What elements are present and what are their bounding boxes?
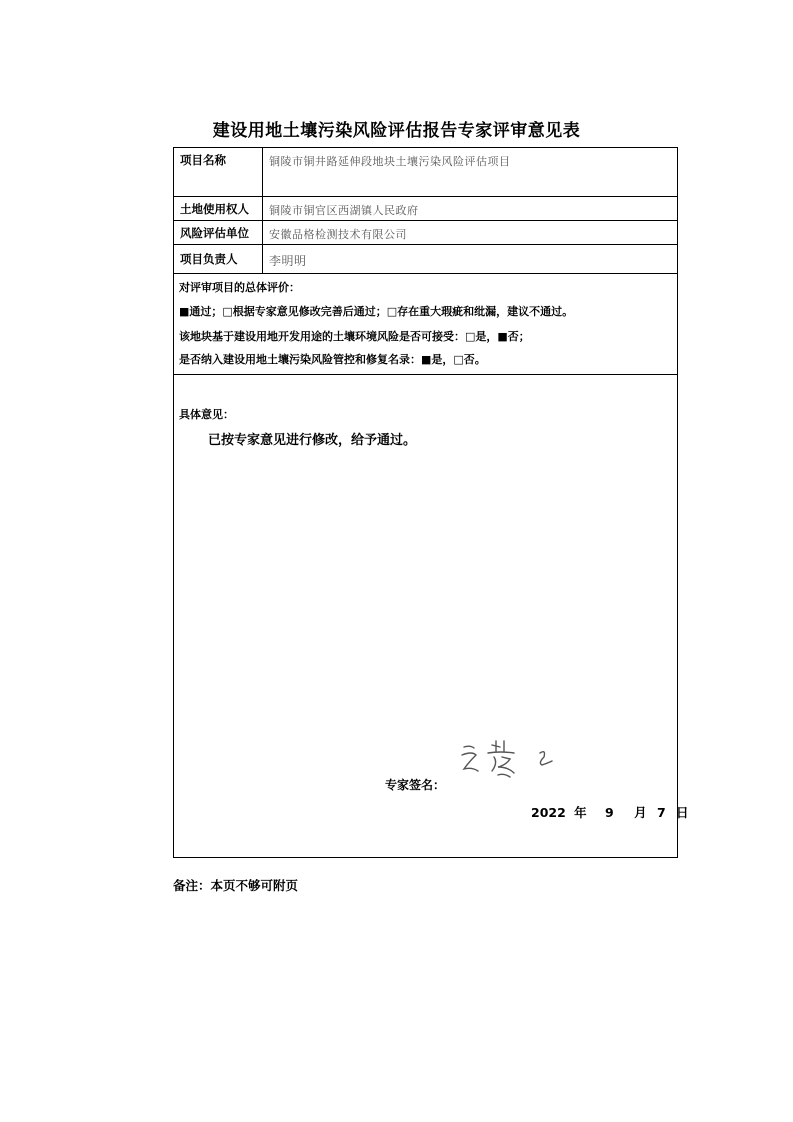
footnote: 备注：本页不够可附页 [173,878,299,893]
row-divider [174,196,677,197]
project-name-label: 项目名称 [180,153,226,167]
evaluation-risk-acceptable: 该地块基于建设用地开发用途的土壤环境风险是否可接受：□是，■否； [179,330,530,343]
column-divider [262,148,263,273]
row-divider [174,220,677,221]
project-leader-value: 李明明 [269,254,307,268]
form-title: 建设用地土壤污染风险评估报告专家评审意见表 [212,121,581,141]
land-owner-label: 土地使用权人 [180,202,249,216]
date-year-unit: 年 [574,805,587,820]
detail-heading: 具体意见： [179,408,234,421]
assessment-unit-value: 安徽品格检测技术有限公司 [269,228,407,241]
row-divider [174,273,677,274]
date-month: 9 [605,805,614,820]
row-divider [174,244,677,245]
project-name-value: 铜陵市铜井路延伸段地块土壤污染风险评估项目 [269,155,511,168]
assessment-unit-label: 风险评估单位 [180,226,249,240]
detail-opinion: 已按专家意见进行修改，给予通过。 [208,433,417,448]
expert-signature-label: 专家签名： [385,778,446,792]
date-month-unit: 月 [634,805,647,820]
project-leader-label: 项目负责人 [180,252,238,266]
date-day: 7 [656,805,666,820]
evaluation-include-list: 是否纳入建设用地土壤污染风险管控和修复名录：■是，□否。 [179,353,486,366]
row-divider [174,374,677,375]
date-day-unit: 日 [676,805,689,820]
evaluation-heading: 对评审项目的总体评价： [179,281,300,294]
review-form-table [173,147,689,858]
signature-date [531,803,689,821]
land-owner-value: 铜陵市铜官区西湖镇人民政府 [269,204,419,217]
date-year: 2022 [531,805,566,820]
handwritten-signature [458,733,578,787]
evaluation-pass-options: ■通过；□根据专家意见修改完善后通过；□存在重大瑕疵和纰漏，建议不通过。 [179,305,574,318]
